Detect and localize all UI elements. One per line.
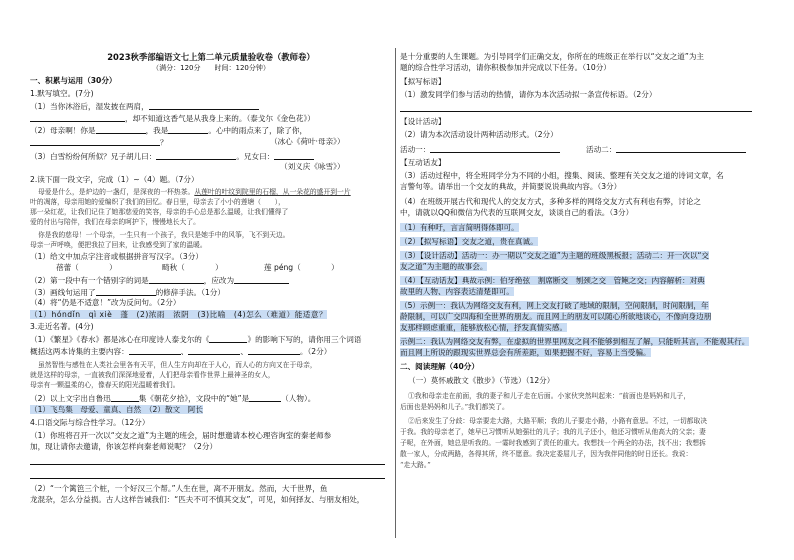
page-title: 2023秋季部编语文七上第二单元质量验收卷（教师卷） — [107, 52, 315, 62]
answer-key: 故里的人物、内容表达清楚即可。 — [400, 287, 514, 296]
q1-line-d: （3）白雪纷纷何所似？兄子胡儿曰： 。兄女曰： — [30, 151, 314, 162]
q1-line-a2: ，却不知道这香气是从我身上来的。（泰戈尔《金色花》） — [30, 113, 315, 124]
q4-answer-line — [30, 470, 385, 481]
task-heading: 【互动话友】 — [400, 158, 446, 167]
reading-passage-line: 子呢，在外面，她总是听我的。一霎时我感到了责任的重大。我想找一个两全的办法，找不出；我想拆 — [400, 439, 706, 447]
task-heading: 【拟写标语】 — [400, 77, 446, 86]
q4-heading: 4.口语交际与综合性学习。（12分） — [30, 418, 150, 427]
answer-blank[interactable] — [234, 275, 289, 284]
q2-passage-line: 爱的付出与陪伴，我们在母亲的呵护下，慢慢地长大了。 — [30, 218, 200, 226]
q1-line-a: （1）当你沐浴后，湿发披在两肩， — [30, 101, 259, 112]
exam-meta: （满分：120分 时间：120分钟） — [152, 64, 270, 72]
answer-key: 友之道”为主题的故事会。 — [400, 262, 488, 271]
activity-intro: 题的综合性学习活动，请你积极参加并完成以下任务。（10分） — [400, 63, 611, 72]
q3-passage-line: 虽然智性与感性在人类社会里各有天平，但人生方向却在于人心，而人心的方向又在于母亲， — [38, 361, 317, 369]
answer-blank[interactable] — [96, 125, 146, 134]
task-heading: 【设计活动】 — [400, 117, 446, 126]
q2-answer: （1）hóndǐn qì xiè 蓬 (2)浓雨 浓阴 (3)比喻 (4)怎么（难道）能适意？ — [30, 310, 328, 319]
q3-line-a: （1）《繁星》《春水》都是冰心在印度诗人泰戈尔的《 》的影响下写的，请你用三个词语 — [30, 335, 362, 344]
answer-key: 友那样顾虑重重，能够放松心情，抒发真情实感。 — [400, 323, 568, 332]
q4-line: （1）你班将召开一次以“交友之道”为主题的班会，届时想邀请本校心理咨询室的秦老师参 — [30, 431, 332, 440]
activity-two-blank[interactable] — [616, 144, 746, 153]
answer-key: （5）示例一：我认为网络交友有利，网上交友打破了地域的限制，空间限制，时间限制，年 — [400, 301, 709, 310]
q2-passage-line: 叶的凋落，母亲用她的爱编织了我们的回忆。春日里，母亲去了小小的莲塘（ ）， — [30, 198, 285, 206]
answer-blank[interactable] — [111, 393, 139, 402]
activity-one-blank[interactable] — [430, 144, 560, 153]
task-question: 言警句等。请举出一个交友的典故，并简要说说典故内容。（3分） — [400, 182, 622, 191]
q2-passage-line: 你是我的慈母！一个母亲，一生只有一个孩子，我只是她手中的风筝，飞不到天边。 — [38, 231, 290, 239]
task-question: （4）在班级开展古代和现代人的交友方式，多种多样的网络交友方式有利也有弊，讨论之 — [400, 197, 701, 206]
q4-answer-line — [30, 456, 385, 467]
answer-blank[interactable] — [149, 275, 204, 284]
q2-heading: 2.读下面一段文字，完成（1）~（4）题。（7分） — [30, 175, 199, 184]
answer-key: （3）【设计活动】活动一：办一期以“交友之道”为主题的班级黑板报；活动二：开一次以“交 — [400, 251, 709, 260]
answer-key: 示例二：我认为网络交友有弊，在虚拟的世界里网友之间不能够到相互了解，只能听其言，不能观其行。 — [400, 337, 750, 346]
reading-passage-line: ①我和母亲走在前面，我的妻子和儿子走在后面。小家伙突然叫起来：“前面也是妈妈和儿子， — [408, 392, 691, 400]
activity-blanks: 活动二： — [586, 144, 746, 155]
activity-blanks: 活动一： — [400, 144, 560, 155]
q2-pinyin-c: 莲 péng（ ） — [264, 263, 339, 272]
reading-passage-line: 于我。我的母亲老了，她早已习惯听从她强壮的儿子；我的儿子还小，他还习惯听从他高大的父亲；妻 — [400, 428, 706, 436]
q2-passage-line: 母爱是什么，是炉边的一盏灯，是深夜的一杯热茶。从莲叶的叶纹到院里的石榴，从一朵花的盛开到一片 — [38, 188, 351, 196]
q1-line-c: ？ — [30, 137, 168, 148]
answer-blank[interactable] — [274, 151, 314, 160]
answer-blank[interactable] — [129, 346, 181, 355]
q1-heading: 1.默写填空。(7分) — [30, 89, 94, 98]
task-question: （3）活动过程中，将全班同学分为不同的小组，搜集、阅读、整理有关交友之道的诗词文章，名 — [400, 171, 724, 180]
reading-heading: （一）莫怀戚散文《散步》（节选）（12分） — [408, 376, 555, 385]
answer-blank[interactable] — [188, 346, 240, 355]
q2-sub-4: （4）将“仍是不适意！”改为反问句。（2分） — [30, 298, 181, 307]
section-2-heading: 二、阅读理解（40分） — [400, 362, 479, 371]
q1-line-b: （2）母亲啊！你是 ，我是 。心中的雨点来了，除了你， — [30, 126, 308, 135]
answer-blank[interactable] — [149, 101, 259, 110]
q1-source-b: （冰心《荷叶·母亲》） — [270, 137, 345, 146]
task-question: （1）激发同学们参与活动的热情，请你为本次活动拟一条宣传标语。（2分） — [400, 90, 657, 99]
q4-line: 龙混杂，怎么分益损。古人这样告诫我们：“匹夫不可不慎其交友”，可见，如何择友、与朋友相处， — [30, 495, 365, 504]
column-divider — [395, 48, 396, 538]
q2-pinyin-b: 畸秋（ ） — [162, 263, 223, 272]
answer-blank[interactable] — [209, 334, 247, 343]
reading-passage-line: 后面也是妈妈和儿子。”我们都笑了。 — [400, 403, 509, 411]
q3-line-b: 概括这两本诗集的主要内容： 、 、 。（2分） — [30, 347, 332, 356]
answer-key: （1）有种吁，言言简明得体即可。 — [400, 223, 519, 232]
q3-heading: 3.走近名著。(4分) — [30, 322, 94, 331]
answer-blank[interactable] — [30, 113, 125, 122]
answer-key: 龄限制，可以广交四海和全世界的朋友。而且网上的朋友可以随心所欲地谈心，不像向身边朋 — [400, 312, 712, 321]
q4-line: （2）“一个篱笆三个桩，一个好汉三个帮。”人生在世，离不开朋友。然而，大千世界，鱼 — [30, 484, 328, 493]
q3-passage-line: 就是这样的母亲，一直被我们深深地爱着，人们把母亲看作世界上最神圣的女人， — [30, 371, 275, 379]
q3-line-c: （2）以上文字出自鲁迅 集《朝花夕拾》，文段中的“她”是 （人物）。 — [30, 394, 316, 403]
left-column — [30, 0, 392, 560]
task-question: （2）请为本次活动设计两种活动形式。（2分） — [400, 130, 558, 139]
q2-pinyin-a: 蓓蕾（ ） — [56, 263, 117, 272]
q2-sub-2: （2）第一段中有一个错别字的词是 ，应改为 — [30, 275, 289, 286]
right-column — [400, 0, 764, 560]
answer-blank[interactable] — [400, 103, 752, 112]
reading-passage-line: ②后来发生了分歧：母亲要走大路，大路平顺；我的儿子要走小路，小路有意思。不过，一切都取决 — [408, 417, 708, 425]
answer-blank[interactable] — [30, 470, 385, 479]
reading-passage-line: 散一家人，分成两路，各得其所，终不愿意。我决定委屈儿子，因为我伴同他的时日还长。我说： — [400, 450, 693, 458]
answer-blank[interactable] — [30, 456, 385, 465]
answer-line — [400, 103, 752, 114]
q1-source-c: （刘义庆《咏雪》） — [280, 162, 345, 171]
answer-blank[interactable] — [168, 125, 208, 134]
q2-passage-line: 母亲一声呼唤，便把我拉了回来，让我感受到了家的温暖。 — [30, 241, 207, 249]
q2-sub-3: （3）画线句运用了 的修辞手法。（1分） — [30, 288, 225, 297]
answer-blank[interactable] — [30, 137, 160, 146]
reading-passage-line: “走大路。” — [400, 461, 431, 469]
answer-blank[interactable] — [249, 393, 281, 402]
q2-passage-line: 那一朵红花，让我们记住了她那慈爱的笑容，母亲的手心总是那么温暖，让我们懂得了 — [30, 208, 289, 216]
q2-sub-1: （1）给文中加点字注音或根据拼音写汉字。（3分） — [30, 252, 203, 261]
q4-line: 加，现让请你去邀请，你该怎样向秦老师说呢？（2分） — [30, 442, 218, 451]
task-question: 中，请就以QQ和微信为代表的互联网交友，谈谈自己的看法。（3分） — [400, 208, 634, 217]
answer-key: （2）【拟写标语】交友之道，贵在真诚。 — [400, 237, 538, 246]
q3-answer: （1）飞鸟集 母爱、童真、自然 （2）散文 阿长 — [30, 405, 203, 414]
activity-intro: 是十分重要的人生课题。为引导同学们正确交友，你所在的班级正在举行以“交友之道”为主 — [400, 52, 705, 61]
answer-key: 而且网上所说的跟现实世界总会有所差距，如果把握不好，容易上当受骗。 — [400, 348, 651, 357]
answer-blank[interactable] — [96, 287, 156, 296]
section-1-heading: 一、积累与运用（30分） — [30, 76, 117, 85]
answer-key: （4）【互动话友】典故示例：伯牙绝弦 割席断交 刎颈之交 管鲍之交；内容解析：对典 — [400, 276, 705, 285]
q3-passage-line: 母亲有一颗温柔的心，像春天的阳光温暖着我们。 — [30, 381, 180, 389]
answer-blank[interactable] — [156, 151, 236, 160]
answer-blank[interactable] — [248, 346, 300, 355]
